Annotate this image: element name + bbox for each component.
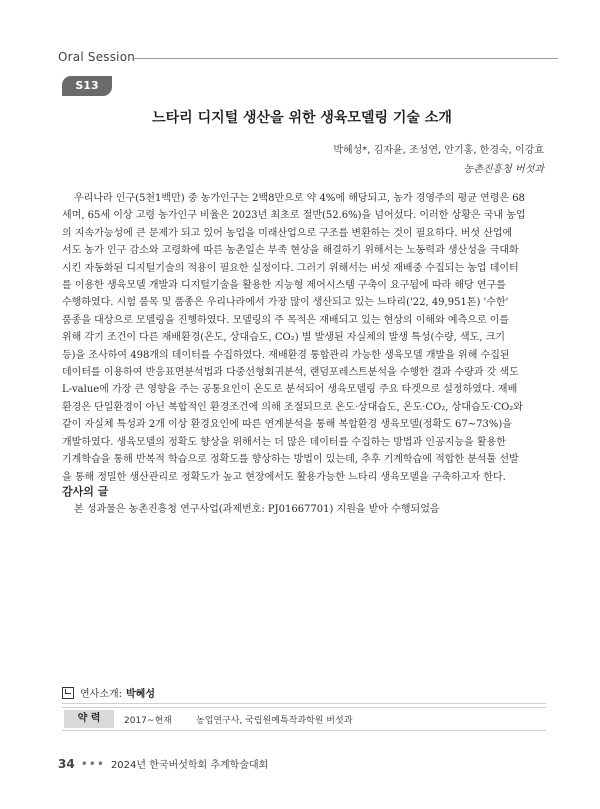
speaker-label: 연사소개:: [80, 689, 123, 700]
speaker-divider: [62, 703, 546, 704]
career-period: 2017~현재: [124, 715, 172, 726]
abstract-line: 개발하였다. 생육모델의 정확도 향상을 위해서는 더 많은 데이터를 수집하는 방법과 인공지능을 활용한: [62, 436, 506, 448]
career-position: 농업연구사, 국립원예특작과학원 버섯과: [196, 715, 353, 726]
page-header: [58, 50, 558, 64]
abstract-line: 수행하였다. 시험 품목 및 품종은 우리나라에서 가장 많이 생산되고 있는 느타리('22, 49,951톤) '수한': [62, 297, 509, 309]
author-list: 박혜성*, 김자윤, 조성연, 안기홍, 한경숙, 이강효: [333, 145, 544, 156]
acknowledgement-text: 본 성과물은 농촌진흥청 연구사업(과제번호: PJ01667701) 지원을 받아 수행되었음: [74, 504, 440, 515]
abstract-line: 시킨 자동화된 디지털기술의 적용이 필요한 실정이다. 그러기 위해서는 버섯 재배중 수집되는 농업 데이터: [62, 262, 519, 274]
checkbox-icon: [62, 687, 74, 699]
page-number: 34: [58, 756, 75, 771]
abstract-line: 세며, 65세 이상 고령 농가인구 비율은 2023년 최초로 절반(52.6%)을 넘어섰다. 이러한 상황은 국내 농업: [62, 210, 526, 222]
abstract-line: 위해 각기 조건이 다른 재배환경(온도, 상대습도, CO₂) 별 발생된 자실체의 발생 특성(수량, 색도, 크기: [62, 332, 506, 344]
acknowledgement-heading: 감사의 글: [62, 485, 109, 498]
session-label: Oral Session: [58, 50, 136, 64]
author-affiliation: 농촌진흥청 버섯과: [463, 164, 544, 175]
abstract-title: 느타리 디지털 생산을 위한 생육모델링 기술 소개: [152, 110, 452, 126]
abstract-line: 서도 농가 인구 감소와 고령화에 따른 농촌일손 부족 현상을 해결하기 위해서는 노동력과 생산성을 극대화: [62, 245, 519, 257]
abstract-line: 등)을 조사하여 498개의 데이터를 수집하였다. 재배환경 통합관리 가능한 생육모델 개발을 위해 수집된: [62, 349, 510, 361]
abstract-line: 데이터를 이용하여 반응표면분석법과 다중선형회귀분석, 랜덤포레스트분석을 수행한 결과 수량과 갓 색도: [62, 367, 519, 379]
abstract-line: 우리나라 인구(5천1백만) 중 농가인구는 2백8만으로 약 4%에 해당되고, 농가 경영주의 평균 연령은 68: [74, 193, 525, 204]
header-divider: [132, 58, 558, 59]
abstract-line: 를 이용한 생육모델 개발과 디지털기술을 활용한 지능형 제어시스템 구축이 요구됨에 따라 해당 연구를: [62, 280, 506, 292]
career-row: [62, 707, 546, 731]
abstract-line: 같이 자실체 특성과 2개 이상 환경요인에 따른 연계분석을 통해 복합환경 생육모델(정확도 67∼73%)을: [62, 419, 512, 431]
session-code-badge: S13: [62, 76, 112, 96]
speaker-name: 박혜성: [126, 689, 155, 700]
abstract-line: L-value에 가장 큰 영향을 주는 공통요인이 온도로 분석되어 생육모델링 주요 타겟으로 설정하였다. 재배: [62, 384, 518, 396]
career-badge: 약 력: [64, 710, 114, 728]
abstract-paragraph: [62, 190, 546, 486]
abstract-line: 의 지속가능성에 큰 문제가 되고 있어 농업을 미래산업으로 구조를 변환하는 것이 필요하다. 버섯 산업에: [62, 227, 513, 239]
event-name: 2024년 한국버섯학회 추계학술대회: [110, 760, 269, 771]
abstract-line: 을 통해 정밀한 생산관리로 정확도가 높고 현장에서도 활용가능한 느타리 생육모델을 구축하고자 한다.: [62, 471, 506, 483]
abstract-line: 품종을 대상으로 모델링을 진행하였다. 모델링의 주 목적은 재배되고 있는 현상의 이해와 예측으로 이를: [62, 314, 510, 326]
speaker-intro: [62, 685, 155, 700]
abstract-line: 기계학습을 통해 반복적 학습으로 정확도를 향상하는 방법이 있는데, 추후 기계학습에 적합한 분석툴 선발: [62, 454, 519, 466]
abstract-line: 환경은 단일환경이 아닌 복합적인 환경조건에 의해 조절되므로 온도·상대습도, 온도·CO₂, 상대습도·CO₂와: [62, 401, 523, 413]
abstract-body: [62, 190, 546, 486]
page-footer: [58, 756, 268, 771]
footer-dots: •••: [80, 756, 105, 771]
